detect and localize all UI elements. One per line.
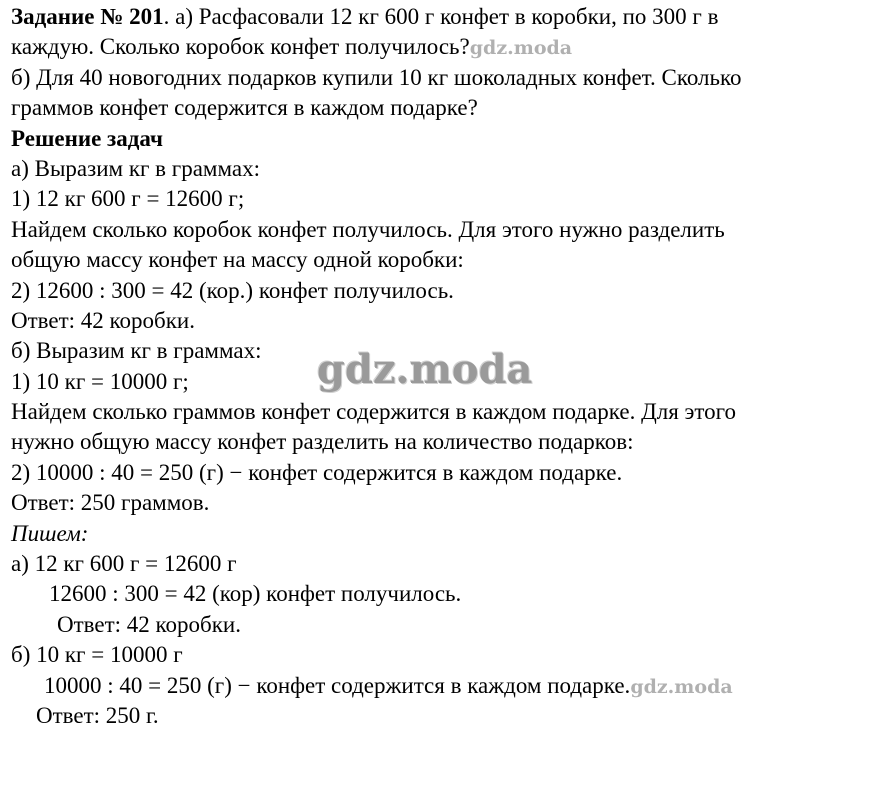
written-heading: Пишем: [11, 520, 89, 546]
written-a-line2: 12600 : 300 = 42 (кор) конфет получилось. [49, 581, 462, 607]
task-line-1-text: . а) Расфасовали 12 кг 600 г конфет в коробки, по 300 г в [163, 4, 719, 29]
solution-b-step2: 2) 10000 : 40 = 250 (г) − конфет содержится в каждом подарке. [11, 459, 623, 485]
task-line-2-text: каждую. Сколько коробок конфет получилось? [11, 34, 470, 60]
task-line-3: б) Для 40 новогодних подарков купили 10 кг шоколадных конфет. Сколько [11, 64, 742, 90]
written-b-line2-text: 10000 : 40 = 250 (г) − конфет содержится в каждом подарке. [44, 672, 631, 698]
written-b-line3: Ответ: 250 г. [36, 702, 159, 728]
solution-a-text2: общую массу конфет на массу одной коробки: [11, 247, 464, 273]
solution-a-text1: Найдем сколько коробок конфет получилось. Для этого нужно разделить [11, 216, 725, 242]
solution-a-step1: 1) 12 кг 600 г = 12600 г; [11, 186, 245, 212]
task-line-2 [11, 32, 871, 62]
solution-a-step2: 2) 12600 : 300 = 42 (кор.) конфет получилось. [11, 277, 454, 303]
written-a-line1: а) 12 кг 600 г = 12600 г [11, 551, 237, 577]
watermark-inline-2: gdz.moda [630, 675, 733, 698]
solution-b-answer: Ответ: 250 граммов. [11, 490, 210, 516]
task-line-4: граммов конфет содержится в каждом подарке? [11, 95, 478, 121]
written-b-line1: б) 10 кг = 10000 г [11, 642, 183, 668]
task-label: Задание № 201 [11, 4, 164, 29]
solution-a-intro: а) Выразим кг в граммах: [11, 155, 260, 181]
watermark-inline-1: gdz.moda [469, 37, 573, 60]
written-a-line3: Ответ: 42 коробки. [57, 611, 241, 637]
solution-b-step1: 1) 10 кг = 10000 г; [11, 368, 189, 394]
written-b-line2 [11, 671, 871, 701]
solution-b-intro: б) Выразим кг в граммах: [11, 338, 262, 364]
solution-heading: Решение задач [11, 125, 163, 151]
task-line-1 [11, 2, 871, 32]
solution-b-text1: Найдем сколько граммов конфет содержится в каждом подарке. Для этого [11, 399, 737, 425]
solution-b-text2: нужно общую массу конфет разделить на количество подарков: [11, 429, 634, 455]
watermark-center: gdz.moda [317, 346, 533, 393]
solution-a-answer: Ответ: 42 коробки. [11, 307, 195, 333]
